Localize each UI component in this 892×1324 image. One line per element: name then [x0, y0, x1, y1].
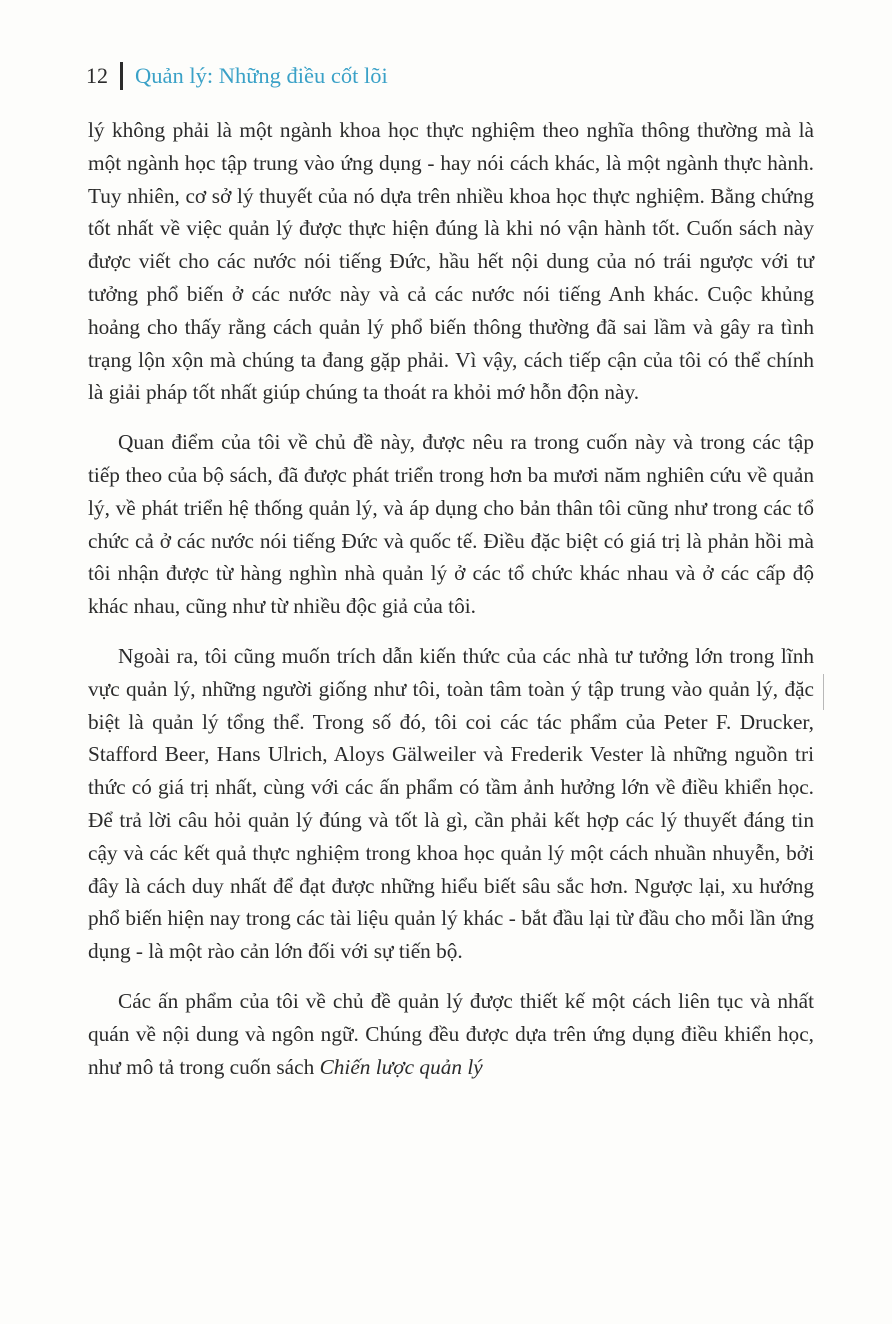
- book-title-italic: Chiến lược quản lý: [319, 1054, 483, 1079]
- paragraph-4: [88, 985, 814, 1083]
- page-edge-mark: [823, 674, 824, 710]
- running-title: Quản lý: Những điều cốt lõi: [135, 63, 388, 88]
- header-divider: [120, 62, 123, 90]
- running-header: [86, 58, 388, 94]
- page-number: 12: [86, 63, 108, 88]
- paragraph-4-text: Các ấn phẩm của tôi về chủ đề quản lý được thiết kế một cách liên tục và nhất quán về nội dung và ngôn ngữ. Chúng đều được dựa trên ứng dụng điều khiển học, như mô tả trong cuốn sách: [88, 988, 814, 1079]
- paragraph-3: Ngoài ra, tôi cũng muốn trích dẫn kiến thức của các nhà tư tưởng lớn trong lĩnh vực quản lý, những người giống như tôi, toàn tâm toàn ý tập trung vào quản lý, đặc biệt là quản lý tổng thể. Trong số đó, tôi coi các tác phẩm của Peter F. Drucker, Stafford Beer, Hans Ulrich, Aloys Gälweiler và Frederik Vester là những nguồn tri thức có giá trị nhất, cùng với các ấn phẩm có tầm ảnh hưởng lớn về điều khiển học. Để trả lời câu hỏi quản lý đúng và tốt là gì, cần phải kết hợp các lý thuyết đáng tin cậy và các kết quả thực nghiệm trong khoa học quản lý một cách nhuần nhuyễn, bởi đây là cách duy nhất để đạt được những hiểu biết sâu sắc hơn. Ngược lại, xu hướng phổ biến hiện nay trong các tài liệu quản lý khác - bắt đầu lại từ đầu cho mỗi lần ứng dụng - là một rào cản lớn đối với sự tiến bộ.: [88, 643, 814, 964]
- paragraph-2: Quan điểm của tôi về chủ đề này, được nêu ra trong cuốn này và trong các tập tiếp theo của bộ sách, đã được phát triển trong hơn ba mươi năm nghiên cứu về quản lý, về phát triển hệ thống quản lý, và áp dụng cho bản thân tôi cũng như trong các tổ chức cả ở các nước nói tiếng Đức và quốc tế. Điều đặc biệt có giá trị là phản hồi mà tôi nhận được từ hàng nghìn nhà quản lý ở các tổ chức khác nhau và ở các cấp độ khác nhau, cũng như từ nhiều độc giả của tôi.: [88, 430, 814, 619]
- paragraph-1: lý không phải là một ngành khoa học thực nghiệm theo nghĩa thông thường mà là một ngành học tập trung vào ứng dụng - hay nói cách khác, là một ngành thực hành. Tuy nhiên, cơ sở lý thuyết của nó dựa trên nhiều khoa học thực nghiệm. Bằng chứng tốt nhất về việc quản lý được thực hiện đúng là khi nó vận hành tốt. Cuốn sách này được viết cho các nước nói tiếng Đức, hầu hết nội dung của nó trái ngược với tư tưởng phổ biến ở các nước này và cả các nước nói tiếng Anh khác. Cuộc khủng hoảng cho thấy rằng cách quản lý phổ biến thông thường đã sai lầm và gây ra tình trạng lộn xộn mà chúng ta đang gặp phải. Vì vậy, cách tiếp cận của tôi có thể chính là giải pháp tốt nhất giúp chúng ta thoát ra khỏi mớ hỗn độn này.: [88, 118, 814, 405]
- body-text: [88, 114, 814, 1083]
